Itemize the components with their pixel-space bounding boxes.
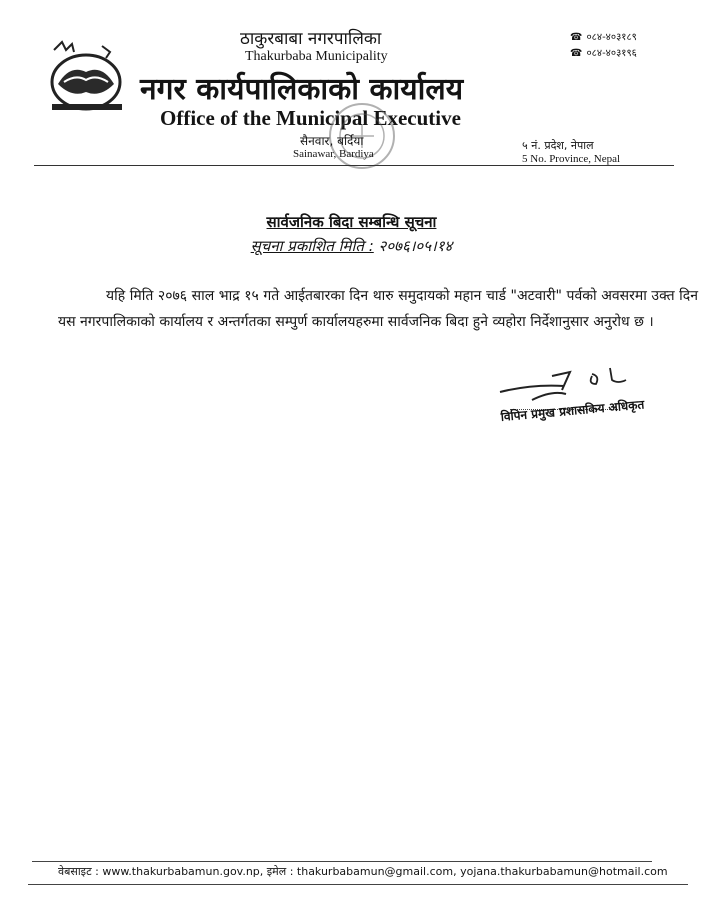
phone-icon: ☎ — [570, 48, 583, 59]
phone-item — [570, 46, 637, 62]
notice-title: सार्वजनिक बिदा सम्बन्धि सूचना — [266, 213, 437, 231]
province-np: ५ नं. प्रदेश, नेपाल — [522, 139, 594, 152]
phone-number: ०८४-४०३१९६ — [586, 48, 637, 59]
footer-bottom-divider — [28, 884, 688, 885]
publication-date-label: सूचना प्रकाशित मिति : — [250, 237, 374, 255]
municipality-name-np: ठाकुरबाबा नगरपालिका — [240, 29, 382, 49]
phone-number: ०८४-४०३१८९ — [586, 32, 637, 43]
office-title-en: Office of the Municipal Executive — [160, 106, 461, 130]
phone-icon: ☎ — [570, 32, 583, 43]
office-title-np: नगर कार्यपालिकाको कार्यालय — [140, 72, 464, 107]
municipality-emblem-icon — [48, 38, 126, 116]
publication-date — [0, 236, 703, 256]
phone-item — [570, 30, 637, 46]
publication-date-value: २०७६।०५।१४ — [378, 237, 453, 255]
municipality-name-en: Thakurbaba Municipality — [245, 49, 388, 64]
footer-divider — [32, 861, 652, 862]
address-np: सैनवार, बर्दिया — [300, 134, 364, 148]
header-divider — [34, 165, 674, 166]
signatory-title: विपिन प्रमुख प्रशासकिय अधिकृत — [500, 397, 645, 424]
notice-body: यहि मिति २०७६ साल भाद्र १५ गते आईतबारका दिन थारु समुदायको महान चार्ड "अटवारी" पर्वको अवसरमा उक्त दिन यस नगरपालिकाको कार्यालय र अन्तर्गतका सम्पुर्ण कार्यालयहरुमा सार्वजनिक बिदा हुने व्यहोरा निर्देशानुसार अनुरोध छ । — [58, 288, 698, 330]
province-en: 5 No. Province, Nepal — [522, 153, 621, 165]
footer-contact: वेबसाइट : www.thakurbabamun.gov.np, इमेल : thakurbabamun@gmail.com, yojana.thakurbabamun@hotmail.com — [58, 865, 668, 878]
address-en: Sainawar, Bardiya — [293, 148, 374, 160]
phone-list — [570, 30, 637, 62]
